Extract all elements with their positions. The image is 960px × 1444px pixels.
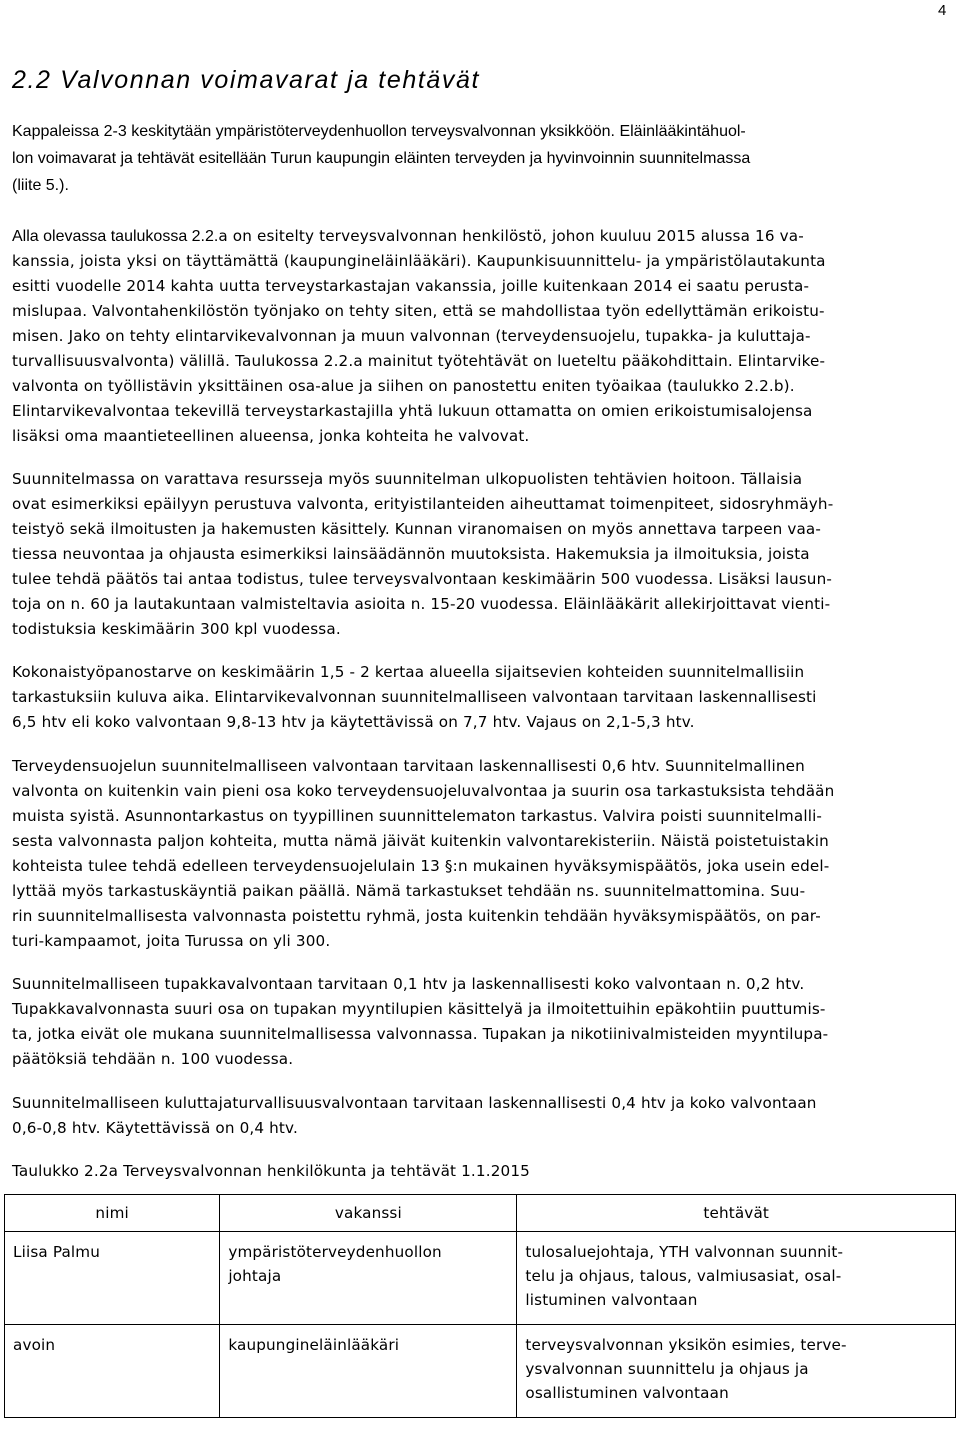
paragraph-5-line: päätöksiä tehdään n. 100 vuodessa. — [12, 1050, 294, 1068]
cell-tehtavat: tulosaluejohtaja, YTH valvonnan suunnit- telu ja ohjaus, talous, valmiusasiat, osal- listuminen valvontaan — [517, 1232, 956, 1325]
paragraph-1-line: mislupaa. Valvontahenkilöstön työnjako on tehty siten, että se mahdollistaa työn edellyttämän erikoistu- — [12, 302, 825, 320]
page-number: 4 — [938, 2, 947, 19]
paragraph-4-line: sesta valvonnasta paljon kohteita, mutta nämä jäivät kuitenkin valvontarekisteriin. Näistä poistetuistakin — [12, 832, 829, 850]
paragraph-1-line: kanssia, joista yksi on täyttämättä (kaupungineläinlääkäri). Kaupunkisuunnittelu- ja ympäristölautakunta — [12, 252, 826, 270]
cell-nimi: avoin — [5, 1325, 220, 1418]
paragraph-2-line: Suunnitelmassa on varattava resursseja myös suunnitelman ulkopuolisten tehtävien hoitoon. Tällaisia — [12, 470, 803, 488]
table-header-row — [5, 1195, 956, 1232]
paragraph-1-rest: a on esitelty terveysvalvonnan henkilöstö, johon kuuluu 2015 alussa 16 va- — [218, 227, 804, 245]
paragraph-1-lead: Alla olevassa taulukossa 2.2. — [12, 228, 219, 245]
column-header-nimi: nimi — [5, 1195, 220, 1232]
paragraph-4-line: kohteista tulee tehdä edelleen terveydensuojelulain 13 §:n mukainen hyväksymispäätös, joka usein edel- — [12, 857, 830, 875]
paragraph-5-line: ta, jotka eivät ole mukana suunnitelmallisessa valvonnassa. Tupakan ja nikotiinivalmisteiden myyntilupa- — [12, 1025, 829, 1043]
intro-line: lon voimavarat ja tehtävät esitellään Turun kaupungin eläinten terveyden ja hyvinvoinnin suunnitelmassa — [12, 150, 751, 167]
cell-vakanssi: ympäristöterveydenhuollon johtaja — [220, 1232, 517, 1325]
intro-line: (liite 5.). — [12, 177, 69, 194]
paragraph-1-line: turvallisuusvalvonta) välillä. Taulukossa 2.2.a mainitut työtehtävät on lueteltu pääkohdittain. Elintarvike- — [12, 352, 826, 370]
paragraph-2-line: tiessa neuvontaa ja ohjausta esimerkiksi lainsäädännön muutoksista. Hakemuksia ja ilmoituksia, joista — [12, 545, 810, 563]
cell-nimi: Liisa Palmu — [5, 1232, 220, 1325]
paragraph-2-line: toja on n. 60 ja lautakuntaan valmisteltavia asioita n. 15-20 vuodessa. Eläinlääkärit allekirjoittavat vienti- — [12, 595, 831, 613]
paragraph-3-line: 6,5 htv eli koko valvontaan 9,8-13 htv ja käytettävissä on 7,7 htv. Vajaus on 2,1-5,3 htv. — [12, 713, 695, 731]
column-header-tehtavat: tehtävät — [517, 1195, 956, 1232]
paragraph-1-line: misen. Jako on tehty elintarvikevalvonnan ja muun valvonnan (terveydensuojelu, tupakka- ja kuluttaja- — [12, 327, 811, 345]
table-row — [5, 1325, 956, 1418]
column-header-vakanssi: vakanssi — [220, 1195, 517, 1232]
paragraph-3-line: tarkastuksiin kuluva aika. Elintarvikevalvonnan suunnitelmalliseen valvontaan tarvitaan laskennallisesti — [12, 688, 817, 706]
table-row — [5, 1232, 956, 1325]
paragraph-1-line: lisäksi oma maantieteellinen alueensa, jonka kohteita he valvovat. — [12, 427, 530, 445]
paragraph-4-line: rin suunnitelmallisesta valvonnasta poistettu ryhmä, josta kuitenkin tehdään hyväksymispäätös, on par- — [12, 907, 821, 925]
cell-vakanssi: kaupungineläinlääkäri — [220, 1325, 517, 1418]
paragraph-4-line: valvonta on kuitenkin vain pieni osa koko terveydensuojeluvalvontaa ja suurin osa tarkastuksista tehdään — [12, 782, 835, 800]
paragraph-2-line: ovat esimerkiksi epäilyyn perustuva valvonta, erityistilanteiden aiheuttamat toimenpiteet, sidosryhmäyh- — [12, 495, 834, 513]
intro-line: Kappaleissa 2-3 keskitytään ympäristöterveydenhuollon terveysvalvonnan yksikköön. Eläinlääkintähuol- — [12, 123, 746, 140]
paragraph-6-line: 0,6-0,8 htv. Käytettävissä on 0,4 htv. — [12, 1119, 298, 1137]
paragraph-1-line: Elintarvikevalvontaa tekevillä terveystarkastajilla yhtä lukuun ottamatta on omien erikoistumisalojensa — [12, 402, 813, 420]
staff-table — [4, 1194, 956, 1418]
cell-tehtavat: terveysvalvonnan yksikön esimies, terve- ysvalvonnan suunnittelu ja ohjaus ja osallistuminen valvontaan — [517, 1325, 956, 1418]
paragraph-2-line: tulee tehdä päätös tai antaa todistus, tulee terveysvalvontaan keskimäärin 500 vuodessa. Lisäksi lausun- — [12, 570, 832, 588]
paragraph-1-line — [12, 226, 804, 247]
paragraph-5-line: Suunnitelmalliseen tupakkavalvontaan tarvitaan 0,1 htv ja laskennallisesti koko valvontaan n. 0,2 htv. — [12, 975, 805, 993]
paragraph-4-line: lyttää myös tarkastuskäyntiä paikan päällä. Nämä tarkastukset tehdään ns. suunnitelmattomina. Suu- — [12, 882, 806, 900]
paragraph-3-line: Kokonaistyöpanostarve on keskimäärin 1,5 - 2 kertaa alueella sijaitsevien kohteiden suunnitelmallisiin — [12, 663, 805, 681]
paragraph-4-line: muista syistä. Asunnontarkastus on tyypillinen suunnittelematon tarkastus. Valvira poisti suunnitelmalli- — [12, 807, 823, 825]
paragraph-1-line: esitti vuodelle 2014 kahta uutta terveystarkastajan vakanssia, joille kuitenkaan 2014 ei saatu perusta- — [12, 277, 810, 295]
paragraph-2-line: todistuksia keskimäärin 300 kpl vuodessa. — [12, 620, 341, 638]
section-heading: 2.2 Valvonnan voimavarat ja tehtävät — [12, 66, 481, 94]
paragraph-5-line: Tupakkavalvonnasta suuri osa on tupakan myyntilupien käsittelyä ja ilmoitettuihin epäkohtiin puuttumis- — [12, 1000, 826, 1018]
paragraph-4-line: turi-kampaamot, joita Turussa on yli 300. — [12, 932, 331, 950]
paragraph-2-line: teistyö sekä ilmoitusten ja hakemusten käsittely. Kunnan viranomaisen on myös annettava tarpeen vaa- — [12, 520, 822, 538]
table-caption: Taulukko 2.2a Terveysvalvonnan henkilökunta ja tehtävät 1.1.2015 — [12, 1162, 530, 1180]
paragraph-6-line: Suunnitelmalliseen kuluttajaturvallisuusvalvontaan tarvitaan laskennallisesti 0,4 htv ja koko valvontaan — [12, 1094, 817, 1112]
paragraph-4-line: Terveydensuojelun suunnitelmalliseen valvontaan tarvitaan laskennallisesti 0,6 htv. Suunnitelmallinen — [12, 757, 805, 775]
paragraph-1-line: valvonta on työllistävin yksittäinen osa-alue ja siihen on panostettu eniten työaikaa (taulukko 2.2.b). — [12, 377, 795, 395]
